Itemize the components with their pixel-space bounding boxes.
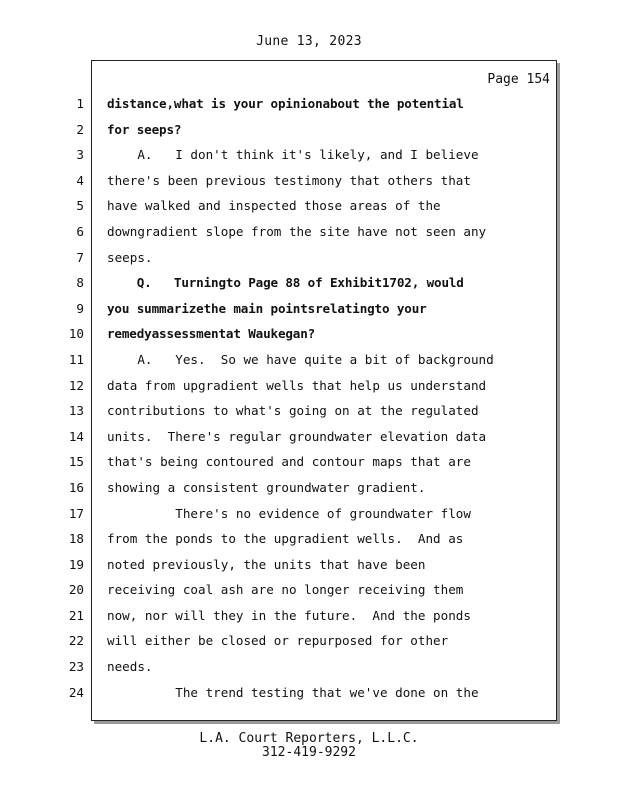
- line-number: 10: [68, 326, 84, 342]
- transcript-lines: [0, 91, 618, 705]
- line-text: needs.: [107, 659, 153, 675]
- line-number: 9: [76, 300, 84, 316]
- transcript-line: [0, 526, 618, 552]
- transcript-line: [0, 628, 618, 654]
- transcript-line: [0, 168, 618, 194]
- line-text: noted previously, the units that have been: [107, 556, 426, 572]
- line-number: 2: [76, 121, 84, 137]
- line-number: 6: [76, 223, 84, 239]
- line-number: 23: [68, 659, 84, 675]
- transcript-line: [0, 475, 618, 501]
- line-number: 11: [68, 351, 84, 367]
- line-text: from the ponds to the upgradient wells. And as: [107, 531, 464, 547]
- line-number: 3: [76, 147, 84, 163]
- transcript-line: [0, 91, 618, 117]
- footer-company: L.A. Court Reporters, L.L.C.: [199, 731, 419, 746]
- line-text: that's being contoured and contour maps that are: [107, 454, 471, 470]
- line-text: downgradient slope from the site have not seen any: [107, 223, 487, 239]
- line-text: you summarizethe main pointsrelatingto your: [107, 300, 427, 316]
- line-text: now, nor will they in the future. And the ponds: [107, 607, 471, 623]
- line-text: distance,what is your opinionabout the potential: [107, 96, 464, 111]
- transcript-line: [0, 577, 618, 603]
- transcript-line: [0, 501, 618, 527]
- line-number: 13: [68, 403, 84, 419]
- line-number: 14: [68, 428, 84, 444]
- transcript-line: [0, 552, 618, 578]
- transcript-line: [0, 270, 618, 296]
- transcript-line: [0, 347, 618, 373]
- transcript-line: [0, 603, 618, 629]
- line-number: 19: [68, 556, 84, 572]
- line-number: 18: [68, 531, 84, 547]
- transcript-line: [0, 680, 618, 706]
- line-text: There's no evidence of groundwater flow: [107, 505, 471, 521]
- line-text: contributions to what's going on at the regulated: [107, 403, 479, 419]
- line-number: 1: [76, 96, 84, 111]
- line-number: 8: [76, 275, 84, 291]
- line-number: 5: [76, 198, 84, 214]
- line-text: A. I don't think it's likely, and I believe: [107, 147, 479, 163]
- header-date: June 13, 2023: [256, 34, 362, 49]
- line-number: 21: [68, 607, 84, 623]
- line-text: The trend testing that we've done on the: [107, 684, 479, 700]
- transcript-line: [0, 321, 618, 347]
- line-text: remedyassessmentat Waukegan?: [107, 326, 316, 342]
- transcript-line: [0, 219, 618, 245]
- line-number: 20: [68, 582, 84, 598]
- line-text: showing a consistent groundwater gradient.: [107, 479, 426, 495]
- line-number: 24: [68, 684, 84, 700]
- transcript-line: [0, 424, 618, 450]
- transcript-line: [0, 449, 618, 475]
- line-text: units. There's regular groundwater elevation data: [107, 428, 487, 444]
- transcript-line: [0, 398, 618, 424]
- line-text: for seeps?: [107, 121, 182, 137]
- line-number: 17: [68, 505, 84, 521]
- line-number: 4: [76, 172, 84, 188]
- transcript-line: [0, 193, 618, 219]
- transcript-line: [0, 296, 618, 322]
- transcript-line: [0, 373, 618, 399]
- transcript-line: [0, 142, 618, 168]
- line-text: will either be closed or repurposed for other: [107, 633, 449, 649]
- line-text: A. Yes. So we have quite a bit of background: [107, 351, 494, 367]
- transcript-line: [0, 117, 618, 143]
- line-text: seeps.: [107, 249, 153, 265]
- line-number: 16: [68, 479, 84, 495]
- transcript-line: [0, 245, 618, 271]
- footer: [0, 732, 618, 760]
- line-text: data from upgradient wells that help us understand: [107, 377, 487, 393]
- line-text: there's been previous testimony that others that: [107, 172, 471, 188]
- transcript-line: [0, 654, 618, 680]
- line-number: 12: [68, 377, 84, 393]
- line-number: 15: [68, 454, 84, 470]
- line-number: 22: [68, 633, 84, 649]
- line-text: have walked and inspected those areas of the: [107, 198, 441, 214]
- line-text: Q. Turningto Page 88 of Exhibit1702, would: [107, 275, 464, 291]
- footer-phone: 312-419-9292: [262, 745, 356, 760]
- line-text: receiving coal ash are no longer receiving them: [107, 582, 464, 598]
- line-number: 7: [76, 249, 84, 265]
- page-number: Page 154: [487, 72, 550, 87]
